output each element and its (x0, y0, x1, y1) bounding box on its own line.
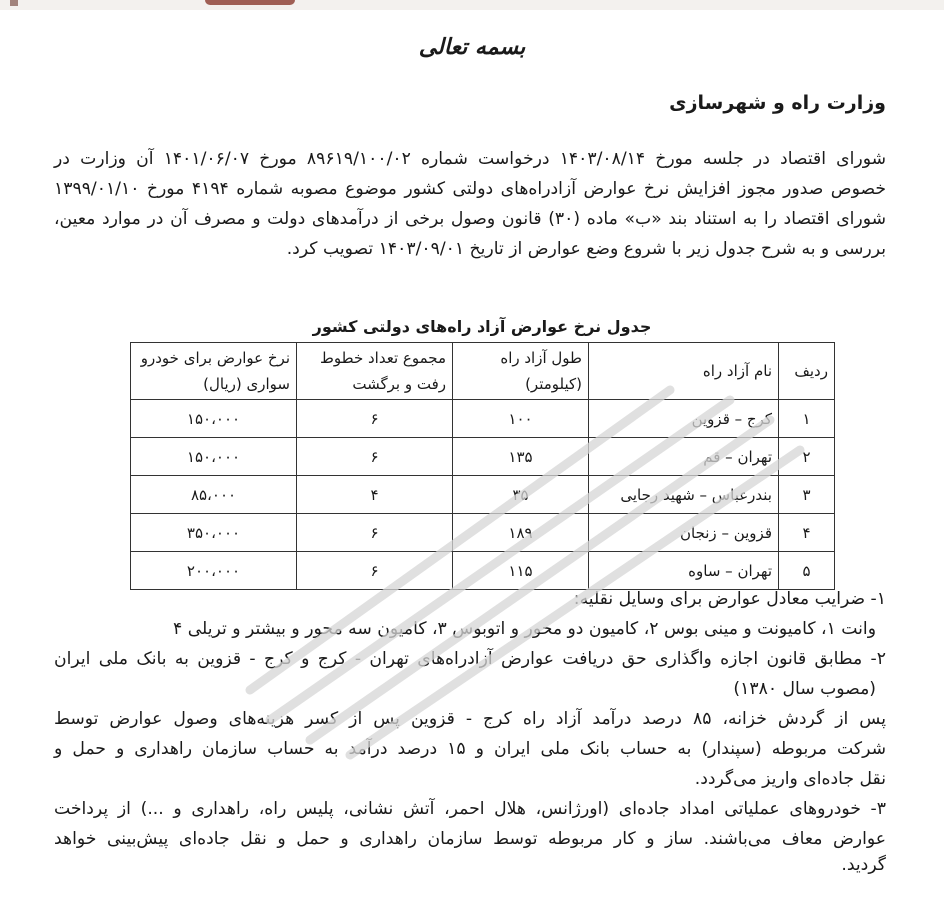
intro-line: بررسی و به شرح جدول زیر با شروع وضع عوارض از تاریخ ۱۴۰۳/۰۹/۰۱ تصویب کرد. (286, 239, 886, 259)
cell-toll-rate: ۸۵،۰۰۰ (131, 476, 297, 514)
note-line: ۲- مطابق قانون اجازه واگذاری حق دریافت عوارض آزادراه‌های تهران - کرج و کرج - قزوین به بانک ملی ایران (54, 649, 886, 669)
cell-toll-rate: ۲۰۰،۰۰۰ (131, 552, 297, 590)
note-line: گردید. (841, 855, 886, 875)
note-line: نقل جاده‌ای واریز می‌گردد. (694, 769, 886, 789)
cell-length: ۱۱۵ (453, 552, 589, 590)
top-edge (0, 0, 944, 10)
header-length: طول آزاد راه (کیلومتر) (453, 343, 589, 400)
cell-freeway-name: تهران – ساوه (589, 552, 779, 590)
basmala-heading: بسمه تعالی (418, 34, 526, 60)
cell-lanes: ۶ (297, 514, 453, 552)
note-line: (مصوب سال ۱۳۸۰) (733, 679, 876, 699)
table-row (131, 514, 835, 552)
top-edge-mark (205, 0, 295, 5)
intro-line: شورای اقتصاد در جلسه مورخ ۱۴۰۳/۰۸/۱۴ درخواست شماره ۸۹۶۱۹/۱۰۰/۰۲ مورخ ۱۴۰۱/۰۶/۰۷ آن وزارت در (54, 149, 886, 169)
note-line: عوارض معاف می‌باشند. ساز و کار مربوطه توسط سازمان راهداری و حمل و نقل جاده‌ای پیش‌بینی خواهد (54, 829, 886, 849)
notes-section (54, 584, 886, 880)
toll-rates-table (130, 342, 835, 590)
intro-paragraph (54, 144, 886, 264)
cell-row-number: ۲ (779, 438, 835, 476)
table-header-row (131, 343, 835, 400)
intro-line: خصوص صدور مجوز افزایش نرخ عوارض آزادراه‌های دولتی کشور موضوع مصوبه شماره ۴۱۹۴ مورخ ۱۳۹۹/۰۱/۱۰ (54, 179, 886, 199)
header-freeway-name: نام آزاد راه (589, 343, 779, 400)
cell-lanes: ۶ (297, 400, 453, 438)
cell-toll-rate: ۱۵۰،۰۰۰ (131, 400, 297, 438)
cell-row-number: ۱ (779, 400, 835, 438)
cell-row-number: ۴ (779, 514, 835, 552)
table-row (131, 400, 835, 438)
cell-length: ۱۸۹ (453, 514, 589, 552)
cell-toll-rate: ۱۵۰،۰۰۰ (131, 438, 297, 476)
intro-line: شورای اقتصاد را به استناد بند «ب» ماده (۳۰) قانون وصول برخی از درآمدهای دولت و مصرف آن در موارد معین، (54, 209, 886, 229)
cell-row-number: ۵ (779, 552, 835, 590)
cell-freeway-name: کرج – قزوین (589, 400, 779, 438)
note-line: ۱- ضرایب معادل عوارض برای وسایل نقلیه: (573, 589, 886, 609)
cell-length: ۱۳۵ (453, 438, 589, 476)
header-lanes: مجموع تعداد خطوط رفت و برگشت (297, 343, 453, 400)
cell-freeway-name: تهران – قم (589, 438, 779, 476)
cell-length: ۳۵ (453, 476, 589, 514)
cell-toll-rate: ۳۵۰،۰۰۰ (131, 514, 297, 552)
cell-length: ۱۰۰ (453, 400, 589, 438)
cell-row-number: ۳ (779, 476, 835, 514)
header-row-number: ردیف (779, 343, 835, 400)
ministry-title: وزارت راه و شهرسازی (669, 92, 886, 114)
table-row (131, 438, 835, 476)
note-line: شرکت مربوطه (سپندار) به حساب بانک ملی ایران و ۱۵ درصد درآمد به حساب سازمان راهداری و حمل و (54, 739, 886, 759)
cell-lanes: ۴ (297, 476, 453, 514)
cell-lanes: ۶ (297, 438, 453, 476)
table-row (131, 476, 835, 514)
cell-freeway-name: بندرعباس – شهید رجایی (589, 476, 779, 514)
note-line: وانت ۱، کامیونت و مینی بوس ۲، کامیون دو محور و اتوبوس ۳، کامیون سه محور و بیشتر و تریلی ۴ (173, 619, 876, 639)
cell-freeway-name: قزوین – زنجان (589, 514, 779, 552)
cell-lanes: ۶ (297, 552, 453, 590)
table-title: جدول نرخ عوارض آزاد راه‌های دولتی کشور (312, 317, 652, 336)
top-edge-mark-left (10, 0, 18, 6)
header-toll-rate: نرخ عوارض برای خودرو سواری (ریال) (131, 343, 297, 400)
note-line: ۳- خودروهای عملیاتی امداد جاده‌ای (اورژانس، هلال احمر، آتش نشانی، پلیس راه، راهداری و ...) از پرداخت (54, 799, 886, 819)
note-line: پس از گردش خزانه، ۸۵ درصد درآمد آزاد راه کرج - قزوین پس از کسر هزینه‌های وصول عوارض توسط (54, 709, 886, 729)
